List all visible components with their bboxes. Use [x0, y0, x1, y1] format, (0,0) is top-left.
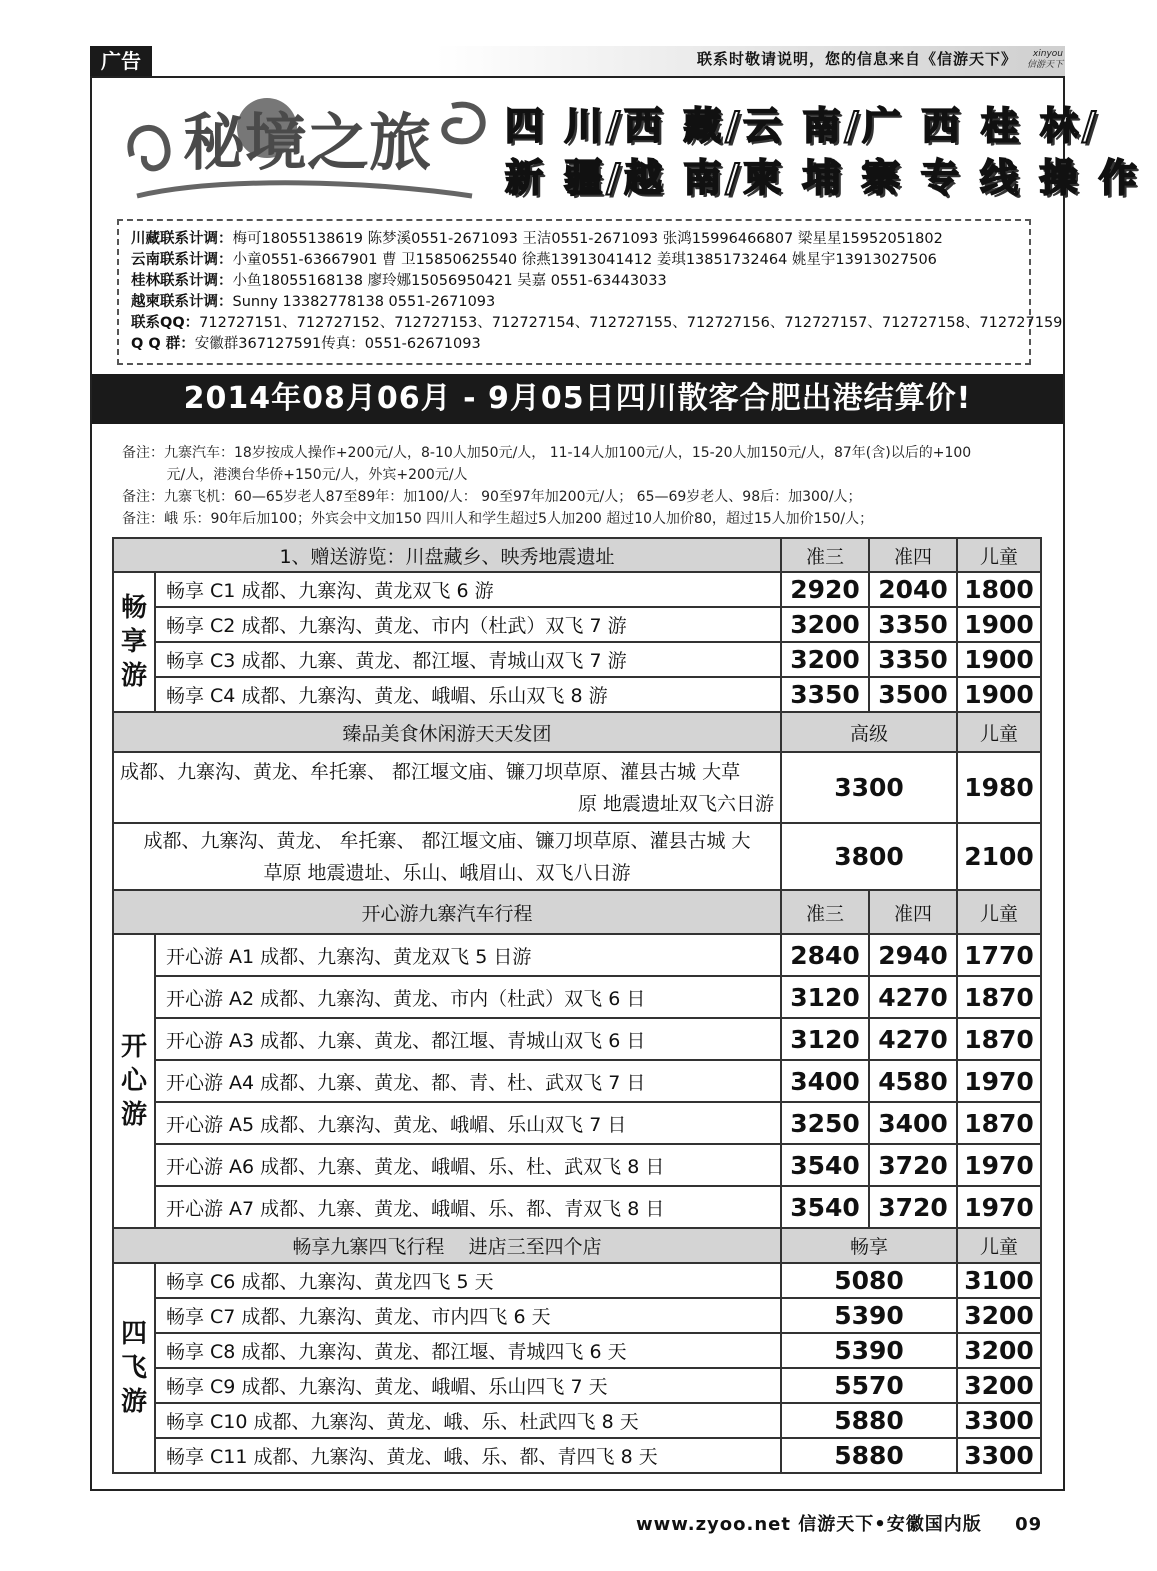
- price: 3120: [781, 976, 869, 1018]
- route-name: 开心游 A4 成都、九寨、黄龙、都、青、杜、武双飞 7 日: [155, 1060, 781, 1102]
- table-row: [113, 1018, 1041, 1060]
- route-name: 开心游 A5 成都、九寨沟、黄龙、峨嵋、乐山双飞 7 日: [155, 1102, 781, 1144]
- route-description: 成都、九寨沟、黄龙、 牟托寨、 都江堰文庙、镰刀坝草原、灌县古城 大 草原 地震遗址、乐山、峨眉山、双飞八日游: [113, 823, 781, 890]
- section-header: [113, 538, 1041, 572]
- price: 2840: [781, 934, 869, 976]
- note-line: 备注：九寨汽车：18岁按成人操作+200元/人，8-10人加50元/人， 11-14人加100元/人，15-20人加150元/人，87年(含)以后的+100: [122, 445, 972, 461]
- table-row: [113, 1333, 1041, 1368]
- col-header: 儿童: [957, 890, 1041, 934]
- table-row: [113, 572, 1041, 607]
- table-row: [113, 1298, 1041, 1333]
- price: 1970: [957, 1144, 1041, 1186]
- price: 5570: [781, 1368, 957, 1403]
- table-row: [113, 1368, 1041, 1403]
- headline: [505, 100, 1141, 204]
- price: 1900: [957, 677, 1041, 712]
- source-notice: 联系时敬请说明，您的信息来自《信游天下》: [696, 50, 1017, 68]
- route-name: 畅享 C11 成都、九寨沟、黄龙、峨、乐、都、青四飞 8 天: [155, 1438, 781, 1473]
- contact-value: 梅可18055138619 陈梦溪0551-2671093 王洁0551-2671093 张鸿15996466807 梁星星15952051802: [232, 231, 943, 247]
- price: 4270: [869, 1018, 957, 1060]
- category-label: 开心游: [113, 934, 155, 1228]
- price: 3350: [869, 642, 957, 677]
- price: 1770: [957, 934, 1041, 976]
- contact-row: [131, 229, 1029, 250]
- price: 1900: [957, 642, 1041, 677]
- section-title: 臻品美食休闲游天天发团: [113, 712, 781, 752]
- price: 3720: [869, 1186, 957, 1228]
- col-header: 准三: [781, 538, 869, 572]
- col-header: 儿童: [957, 712, 1041, 752]
- contact-value: Sunny 13382778138 0551-2671093: [232, 294, 496, 310]
- contact-label: 联系QQ：: [131, 315, 200, 331]
- brand-logo: [122, 86, 492, 211]
- price-table: [112, 537, 1042, 1474]
- contact-label: 越柬联系计调：: [131, 294, 233, 310]
- note-line: 元/人，港澳台华侨+150元/人，外宾+200元/人: [122, 467, 468, 483]
- col-header: 准三: [781, 890, 869, 934]
- note-line: 备注：峨 乐：90年后加100；外宾会中文加150 四川人和学生超过5人加200 超过10人加价80，超过15人加价150/人；: [122, 511, 874, 527]
- price: 1870: [957, 976, 1041, 1018]
- route-name: 开心游 A7 成都、九寨、黄龙、峨嵋、乐、都、青双飞 8 日: [155, 1186, 781, 1228]
- contact-value: 安徽群367127591传真：0551-62671093: [194, 336, 481, 352]
- table-row: [113, 677, 1041, 712]
- table-row: [113, 823, 1041, 890]
- section-header: [113, 712, 1041, 752]
- price: 3400: [781, 1060, 869, 1102]
- contact-row: [131, 271, 1029, 292]
- price: 1970: [957, 1186, 1041, 1228]
- price: 2940: [869, 934, 957, 976]
- contact-row: [131, 334, 1029, 355]
- table-row: [113, 976, 1041, 1018]
- contact-value: 712727151、712727152、712727153、712727154、712727155、712727156、712727157、712727158、712727159: [199, 315, 1063, 331]
- price: 3200: [957, 1368, 1041, 1403]
- price: 5390: [781, 1333, 957, 1368]
- top-bar: [90, 44, 1065, 76]
- contact-row: [131, 250, 1029, 271]
- price: 3300: [957, 1403, 1041, 1438]
- category-label: 四飞游: [113, 1263, 155, 1473]
- table-row: [113, 1144, 1041, 1186]
- table-row: [113, 1438, 1041, 1473]
- section-title: 1、赠送游览：川盘藏乡、映秀地震遗址: [113, 538, 781, 572]
- price: 1870: [957, 1018, 1041, 1060]
- contacts-box: [117, 219, 1063, 365]
- contact-row: [131, 313, 1063, 334]
- price: 2920: [781, 572, 869, 607]
- price: 3200: [781, 642, 869, 677]
- price-banner: 2014年08月06月 - 9月05日四川散客合肥出港结算价!: [92, 374, 1063, 424]
- route-name: 畅享 C6 成都、九寨沟、黄龙四飞 5 天: [155, 1263, 781, 1298]
- logo-swirl-left: [130, 128, 167, 168]
- price: 3720: [869, 1144, 957, 1186]
- footer: [636, 1510, 1042, 1536]
- table-row: [113, 1186, 1041, 1228]
- price: 1900: [957, 607, 1041, 642]
- page-number: 09: [1015, 1514, 1043, 1535]
- note-line: 备注：九寨飞机：60—65岁老人87至89年：加100/人： 90至97年加200元/人； 65—69岁老人、98后：加300/人；: [122, 489, 862, 505]
- contact-label: 桂林联系计调：: [131, 273, 233, 289]
- contact-row: [131, 292, 1029, 313]
- route-name: 畅享 C9 成都、九寨沟、黄龙、峨嵋、乐山四飞 7 天: [155, 1368, 781, 1403]
- route-name: 畅享 C4 成都、九寨沟、黄龙、峨嵋、乐山双飞 8 游: [155, 677, 781, 712]
- publisher-logo: [1027, 49, 1063, 71]
- price: 1870: [957, 1102, 1041, 1144]
- route-name: 畅享 C1 成都、九寨沟、黄龙双飞 6 游: [155, 572, 781, 607]
- publisher-logo-latin: xinyou: [1032, 49, 1063, 59]
- headline-line-2: 新 疆/越 南/柬 埔 寨 专 线 操 作: [505, 156, 1141, 200]
- price: 3400: [869, 1102, 957, 1144]
- col-header: 儿童: [957, 538, 1041, 572]
- price: 3100: [957, 1263, 1041, 1298]
- price: 3200: [957, 1333, 1041, 1368]
- price: 3350: [869, 607, 957, 642]
- price: 5390: [781, 1298, 957, 1333]
- category-label: 畅享游: [113, 572, 155, 712]
- table-row: [113, 752, 1041, 823]
- price: 4270: [869, 976, 957, 1018]
- price: 3300: [957, 1438, 1041, 1473]
- price: 1970: [957, 1060, 1041, 1102]
- price: 5880: [781, 1403, 957, 1438]
- price: 1800: [957, 572, 1041, 607]
- footer-site[interactable]: www.zyoo.net: [636, 1514, 791, 1535]
- table-row: [113, 1060, 1041, 1102]
- route-name: 畅享 C7 成都、九寨沟、黄龙、市内四飞 6 天: [155, 1298, 781, 1333]
- price: 3540: [781, 1144, 869, 1186]
- table-row: [113, 1263, 1041, 1298]
- table-row: [113, 1403, 1041, 1438]
- table-row: [113, 1102, 1041, 1144]
- publisher-logo-cn: 信游天下: [1026, 60, 1063, 70]
- col-header: 畅享: [781, 1228, 957, 1263]
- price: 3200: [957, 1298, 1041, 1333]
- col-header: 高级: [781, 712, 957, 752]
- contact-label: 川藏联系计调：: [131, 231, 233, 247]
- section-title: 开心游九寨汽车行程: [113, 890, 781, 934]
- price: 5080: [781, 1263, 957, 1298]
- contact-label: Q Q 群：: [131, 336, 195, 352]
- col-header: 准四: [869, 890, 957, 934]
- contact-value: 小童0551-63667901 曹 卫15850625540 徐燕13913041412 姜琪13851732464 姚星宇13913027506: [232, 252, 937, 268]
- headline-line-1: 四 川/西 藏/云 南/广 西 桂 林/: [505, 104, 1100, 148]
- price: 3500: [869, 677, 957, 712]
- price: 1980: [957, 752, 1041, 823]
- contact-value: 小鱼18055168138 廖玲娜15056950421 吴嘉 0551-63443033: [232, 273, 667, 289]
- col-header: 准四: [869, 538, 957, 572]
- price: 3350: [781, 677, 869, 712]
- col-header: 儿童: [957, 1228, 1041, 1263]
- section-header: [113, 890, 1041, 934]
- logo-swirl-right: [444, 105, 482, 142]
- route-name: 开心游 A2 成都、九寨沟、黄龙、市内（杜武）双飞 6 日: [155, 976, 781, 1018]
- table-row: [113, 607, 1041, 642]
- logo-swirl-underline: [137, 183, 472, 196]
- ad-tag: 广告: [90, 46, 152, 76]
- route-name: 畅享 C3 成都、九寨、黄龙、都江堰、青城山双飞 7 游: [155, 642, 781, 677]
- route-name: 开心游 A3 成都、九寨、黄龙、都江堰、青城山双飞 6 日: [155, 1018, 781, 1060]
- section-title: 畅享九寨四飞行程 进店三至四个店: [113, 1228, 781, 1263]
- table-row: [113, 642, 1041, 677]
- footer-title: 信游天下•安徽国内版: [798, 1514, 982, 1535]
- route-name: 畅享 C8 成都、九寨沟、黄龙、都江堰、青城四飞 6 天: [155, 1333, 781, 1368]
- logo-text: 秘境之旅: [182, 106, 432, 179]
- price: 5880: [781, 1438, 957, 1473]
- price: 3300: [781, 752, 957, 823]
- price: 3120: [781, 1018, 869, 1060]
- table-row: [113, 934, 1041, 976]
- notes: [122, 442, 1042, 530]
- price: 3200: [781, 607, 869, 642]
- route-description: 成都、九寨沟、黄龙、牟托寨、 都江堰文庙、镰刀坝草原、灌县古城 大草 原 地震遗址双飞六日游: [113, 752, 781, 823]
- price: 2040: [869, 572, 957, 607]
- route-name: 开心游 A1 成都、九寨沟、黄龙双飞 5 日游: [155, 934, 781, 976]
- price: 3800: [781, 823, 957, 890]
- price: 3250: [781, 1102, 869, 1144]
- route-name: 畅享 C2 成都、九寨沟、黄龙、市内（杜武）双飞 7 游: [155, 607, 781, 642]
- price: 2100: [957, 823, 1041, 890]
- route-name: 畅享 C10 成都、九寨沟、黄龙、峨、乐、杜武四飞 8 天: [155, 1403, 781, 1438]
- contact-label: 云南联系计调：: [131, 252, 233, 268]
- section-header: [113, 1228, 1041, 1263]
- route-name: 开心游 A6 成都、九寨、黄龙、峨嵋、乐、杜、武双飞 8 日: [155, 1144, 781, 1186]
- price: 3540: [781, 1186, 869, 1228]
- price: 4580: [869, 1060, 957, 1102]
